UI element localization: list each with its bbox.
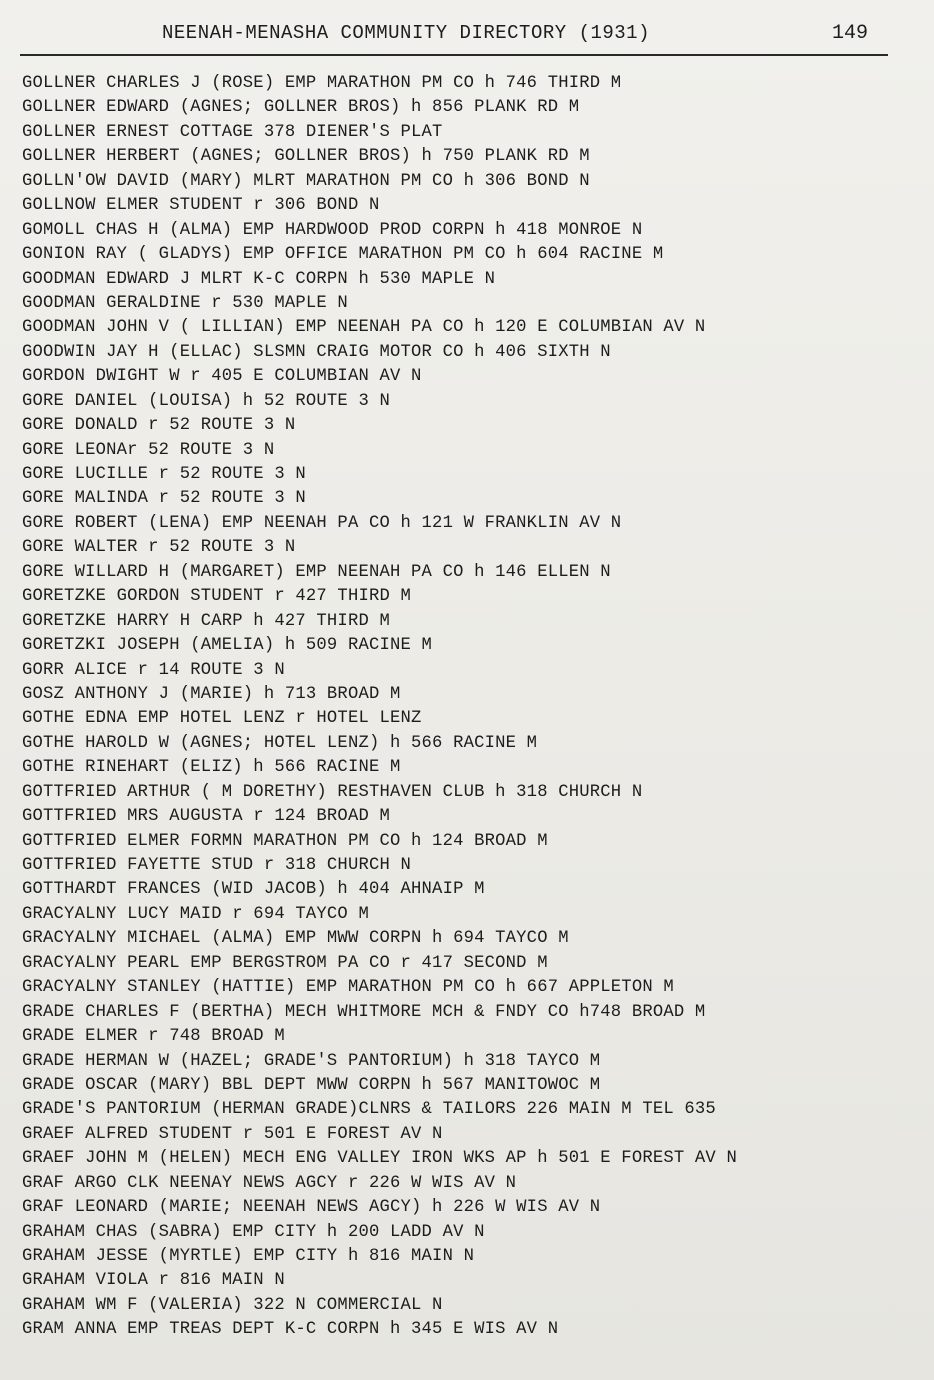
directory-entry: GOTHE EDNA EMP HOTEL LENZ r HOTEL LENZ <box>22 709 422 729</box>
directory-entry: GOTTFRIED ARTHUR ( M DORETHY) RESTHAVEN CLUB h 318 CHURCH N <box>22 782 643 802</box>
directory-entry: GORE DONALD r 52 ROUTE 3 N <box>22 416 296 436</box>
directory-entry: GRACYALNY PEARL EMP BERGSTROM PA CO r 417 SECOND M <box>22 953 548 973</box>
header-rule <box>20 54 888 56</box>
directory-entry: GOSZ ANTHONY J (MARIE) h 713 BROAD M <box>22 684 401 704</box>
directory-entry: GORDON DWIGHT W r 405 E COLUMBIAN AV N <box>22 367 422 387</box>
page-header <box>0 14 934 50</box>
directory-entry: GRAHAM VIOLA r 816 MAIN N <box>22 1271 285 1291</box>
directory-entry: GORETZKE HARRY H CARP h 427 THIRD M <box>22 611 390 631</box>
directory-entry: GORE LUCILLE r 52 ROUTE 3 N <box>22 465 306 484</box>
directory-entry: GOODWIN JAY H (ELLAC) SLSMN CRAIG MOTOR CO h 406 SIXTH N <box>22 342 611 362</box>
directory-entry: GOLLN'OW DAVID (MARY) MLRT MARATHON PM CO h 306 BOND N <box>22 171 590 191</box>
directory-entry: GRAHAM JESSE (MYRTLE) EMP CITY h 816 MAIN N <box>22 1247 475 1266</box>
directory-entries <box>22 72 934 1343</box>
directory-entry: GOODMAN EDWARD J MLRT K-C CORPN h 530 MAPLE N <box>22 269 496 289</box>
directory-entry: GOTHE RINEHART (ELIZ) h 566 RACINE M <box>22 758 401 778</box>
directory-entry: GRAF LEONARD (MARIE; NEENAH NEWS AGCY) h 226 W WIS AV N <box>22 1198 601 1218</box>
directory-entry: GORE LEONAr 52 ROUTE 3 N <box>22 440 275 460</box>
directory-entry: GOLLNER ERNEST COTTAGE 378 DIENER'S PLAT <box>22 122 443 142</box>
directory-entry: GONION RAY ( GLADYS) EMP OFFICE MARATHON PM CO h 604 RACINE M <box>22 245 664 265</box>
directory-entry: GRADE'S PANTORIUM (HERMAN GRADE)CLNRS & TAILORS 226 MAIN M TEL 635 <box>22 1100 716 1120</box>
page-number: 149 <box>832 22 869 45</box>
directory-entry: GRAHAM WM F (VALERIA) 322 N COMMERCIAL N <box>22 1295 443 1315</box>
directory-entry: GRACYALNY STANLEY (HATTIE) EMP MARATHON PM CO h 667 APPLETON M <box>22 978 674 998</box>
directory-entry: GRAM ANNA EMP TREAS DEPT K-C CORPN h 345 E WIS AV N <box>22 1320 559 1340</box>
directory-entry: GOTTFRIED MRS AUGUSTA r 124 BROAD M <box>22 807 390 827</box>
directory-entry: GORE DANIEL (LOUISA) h 52 ROUTE 3 N <box>22 391 390 411</box>
directory-entry: GRAEF ALFRED STUDENT r 501 E FOREST AV N <box>22 1124 443 1144</box>
directory-entry: GOTTFRIED ELMER FORMN MARATHON PM CO h 124 BROAD M <box>22 831 548 851</box>
directory-entry: GRAF ARGO CLK NEENAY NEWS AGCY r 226 W WIS AV N <box>22 1173 517 1193</box>
directory-entry: GORE WILLARD H (MARGARET) EMP NEENAH PA CO h 146 ELLEN N <box>22 562 611 582</box>
directory-entry: GRACYALNY MICHAEL (ALMA) EMP MWW CORPN h 694 TAYCO M <box>22 929 569 949</box>
directory-title: NEENAH-MENASHA COMMUNITY DIRECTORY (1931) <box>162 22 650 44</box>
directory-entry: GOLLNOW ELMER STUDENT r 306 BOND N <box>22 196 380 216</box>
directory-entry: GORE MALINDA r 52 ROUTE 3 N <box>22 489 306 509</box>
directory-entry: GOTTFRIED FAYETTE STUD r 318 CHURCH N <box>22 856 412 875</box>
directory-entry: GRADE OSCAR (MARY) BBL DEPT MWW CORPN h 567 MANITOWOC M <box>22 1075 601 1095</box>
directory-entry: GORE ROBERT (LENA) EMP NEENAH PA CO h 121 W FRANKLIN AV N <box>22 513 622 533</box>
directory-entry: GOLLNER CHARLES J (ROSE) EMP MARATHON PM CO h 746 THIRD M <box>22 74 622 93</box>
directory-entry: GRACYALNY LUCY MAID r 694 TAYCO M <box>22 904 369 924</box>
directory-entry: GOODMAN GERALDINE r 530 MAPLE N <box>22 293 348 313</box>
directory-entry: GRAHAM CHAS (SABRA) EMP CITY h 200 LADD AV N <box>22 1222 485 1242</box>
directory-entry: GORE WALTER r 52 ROUTE 3 N <box>22 538 296 558</box>
directory-entry: GOLLNER EDWARD (AGNES; GOLLNER BROS) h 856 PLANK RD M <box>22 98 580 118</box>
directory-entry: GORETZKE GORDON STUDENT r 427 THIRD M <box>22 587 412 607</box>
directory-entry: GRADE CHARLES F (BERTHA) MECH WHITMORE MCH & FNDY CO h748 BROAD M <box>22 1002 706 1022</box>
directory-entry: GOODMAN JOHN V ( LILLIAN) EMP NEENAH PA CO h 120 E COLUMBIAN AV N <box>22 318 706 338</box>
directory-entry: GOTHE HAROLD W (AGNES; HOTEL LENZ) h 566 RACINE M <box>22 733 538 753</box>
directory-entry: GRADE ELMER r 748 BROAD M <box>22 1027 285 1047</box>
directory-entry: GRAEF JOHN M (HELEN) MECH ENG VALLEY IRON WKS AP h 501 E FOREST AV N <box>22 1149 737 1169</box>
directory-entry: GOMOLL CHAS H (ALMA) EMP HARDWOOD PROD CORPN h 418 MONROE N <box>22 220 643 240</box>
directory-entry: GORR ALICE r 14 ROUTE 3 N <box>22 660 285 680</box>
directory-entry: GRADE HERMAN W (HAZEL; GRADE'S PANTORIUM) h 318 TAYCO M <box>22 1051 601 1071</box>
directory-entry: GORETZKI JOSEPH (AMELIA) h 509 RACINE M <box>22 636 433 656</box>
directory-entry: GOTTHARDT FRANCES (WID JACOB) h 404 AHNAIP M <box>22 880 485 900</box>
directory-entry: GOLLNER HERBERT (AGNES; GOLLNER BROS) h 750 PLANK RD M <box>22 147 590 167</box>
